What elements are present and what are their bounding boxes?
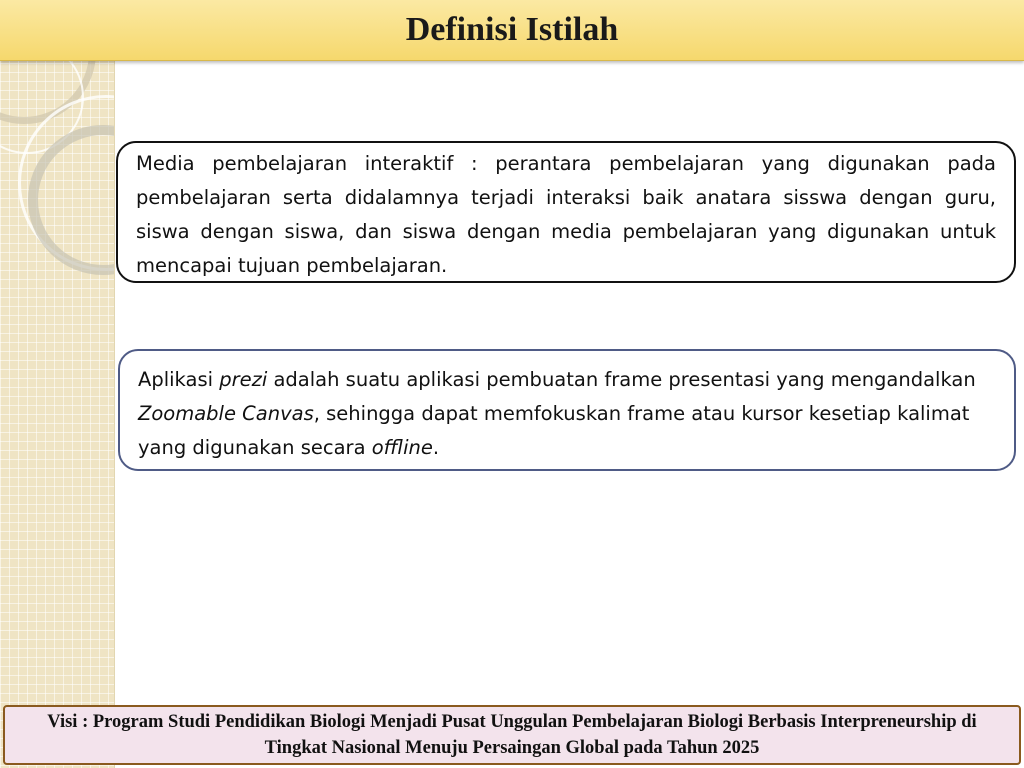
- text-segment: .: [432, 436, 440, 459]
- definition-box-media-interaktif: [116, 141, 1016, 283]
- slide-title: Definisi Istilah: [405, 11, 619, 48]
- text-segment: Aplikasi: [138, 368, 220, 391]
- text-segment: adalah suatu aplikasi pembuatan frame presentasi yang mengandalkan: [267, 368, 976, 391]
- text-segment-italic: Zoomable Canvas: [138, 402, 314, 425]
- definition-text: [138, 363, 996, 465]
- footer-vision-banner: [3, 705, 1021, 765]
- text-segment-italic: offline: [371, 436, 433, 459]
- title-bar: [0, 0, 1024, 61]
- text-segment-italic: prezi: [219, 368, 268, 391]
- decorative-left-strip: [0, 0, 115, 768]
- definition-text: Media pembelajaran interaktif : perantara pembelajaran yang digunakan pada pembelajaran serta didalamnya terjadi interaksi baik anatara sisswa dengan guru, siswa dengan siswa, dan siswa dengan media pembelajaran yang digunakan untuk mencapai tujuan pembelajaran.: [136, 152, 996, 277]
- definition-box-prezi: [118, 349, 1016, 471]
- text-segment: , sehingga dapat memfokuskan frame atau kursor kesetiap kalimat yang digunakan secara: [138, 402, 970, 459]
- footer-text: Visi : Program Studi Pendidikan Biologi Menjadi Pusat Unggulan Pembelajaran Biologi Berbasis Interpreneurship di Tingkat Nasional Menuju Persaingan Global pada Tahun 2025: [47, 712, 977, 758]
